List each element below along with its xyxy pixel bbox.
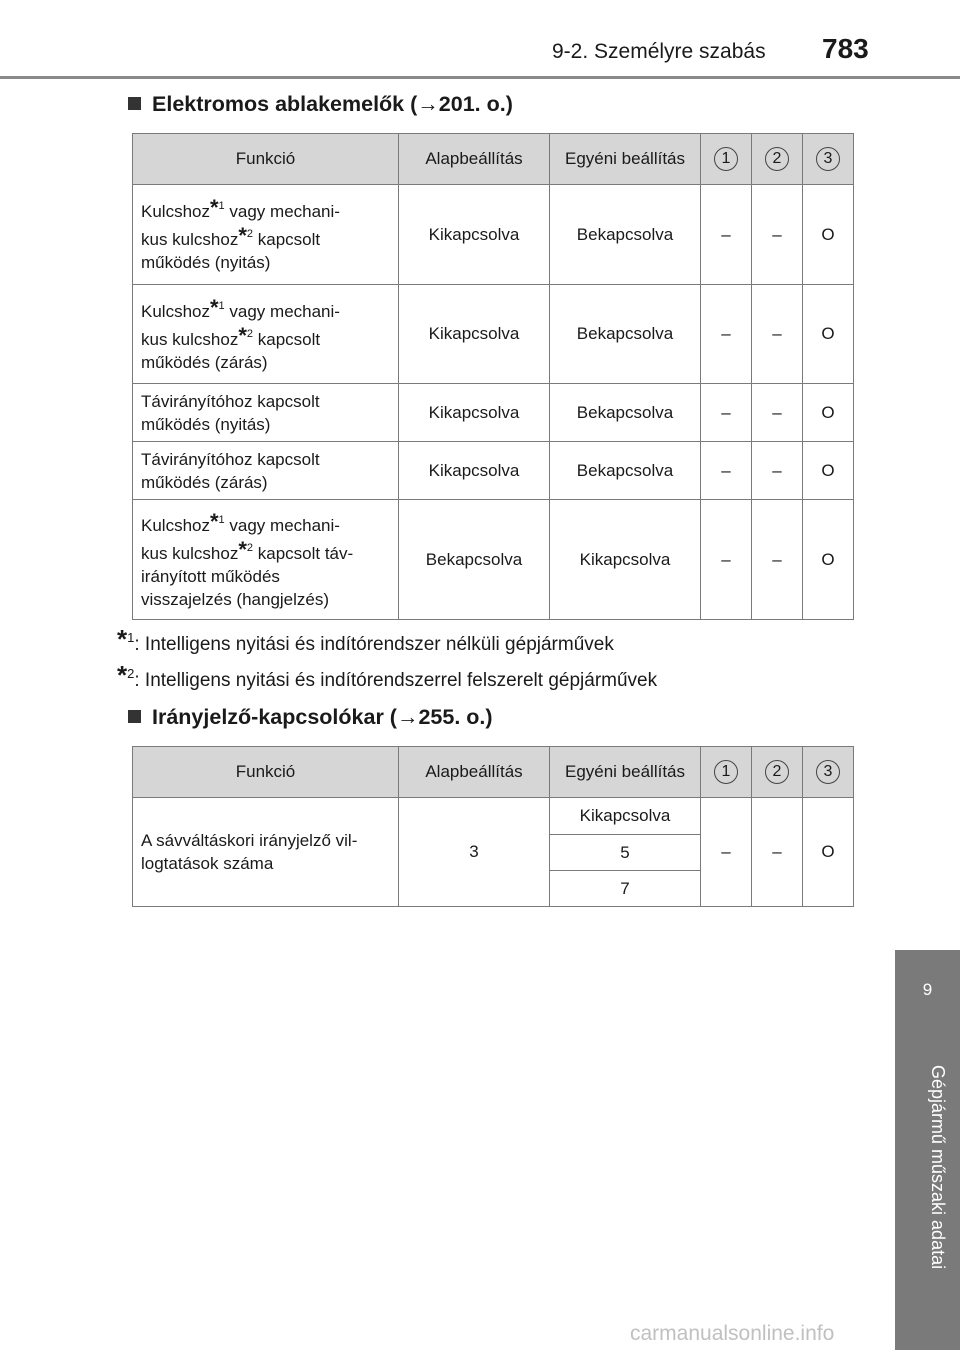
circled-1-icon: 1 bbox=[714, 760, 738, 784]
circled-3-icon: 3 bbox=[816, 760, 840, 784]
circled-2-icon: 2 bbox=[765, 147, 789, 171]
col-header-3 bbox=[803, 747, 854, 798]
setting-1-cell: – bbox=[701, 285, 752, 384]
arrow-right-icon: → bbox=[396, 705, 419, 729]
setting-3-cell: O bbox=[803, 384, 854, 442]
custom-cell: Bekapcsolva bbox=[550, 285, 701, 384]
col-header-2 bbox=[752, 747, 803, 798]
chapter-number: 9 bbox=[922, 980, 933, 999]
setting-1-cell: – bbox=[701, 185, 752, 285]
custom-cell: Bekapcsolva bbox=[550, 185, 701, 285]
default-cell: 3 bbox=[399, 798, 550, 907]
col-header-default: Alapbeállítás bbox=[399, 134, 550, 185]
setting-1-cell: – bbox=[701, 384, 752, 442]
footnote-1: *$^1$: Intelligens nyitási és indítórendszer nélküli gépjárművek bbox=[117, 624, 614, 655]
col-header-1 bbox=[701, 134, 752, 185]
table-header-row bbox=[133, 747, 854, 798]
col-header-custom: Egyéni beállítás bbox=[550, 134, 701, 185]
table-row bbox=[133, 798, 854, 835]
header-divider bbox=[0, 76, 960, 79]
function-cell: Távirányítóhoz kapcsolt működés (zárás) bbox=[133, 442, 399, 500]
custom-cell: Kikapcsolva bbox=[550, 500, 701, 620]
function-cell: A sávváltáskori irányjelző vil- logtatások száma bbox=[133, 798, 399, 907]
table-header-row bbox=[133, 134, 854, 185]
arrow-right-icon: → bbox=[417, 92, 439, 116]
page-number: 783 bbox=[822, 33, 869, 64]
setting-3-cell: O bbox=[803, 798, 854, 907]
table-row bbox=[133, 500, 854, 620]
setting-2-cell: – bbox=[752, 442, 803, 500]
col-header-2 bbox=[752, 134, 803, 185]
default-cell: Kikapcsolva bbox=[399, 442, 550, 500]
option-cell: 5 bbox=[550, 835, 701, 871]
function-cell: Kulcshoz*$^1$ vagy mechani- kus kulcshoz*$^2$ kapcsolt működés (nyitás) bbox=[133, 185, 399, 285]
section-title: 9-2. Személyre szabás bbox=[552, 40, 766, 63]
setting-3-cell: O bbox=[803, 185, 854, 285]
heading-turn-signal-lever: Irányjelző-kapcsolókar (→255. o.) bbox=[128, 705, 493, 730]
table-row bbox=[133, 285, 854, 384]
option-cell: 7 bbox=[550, 871, 701, 907]
table-row bbox=[133, 384, 854, 442]
setting-2-cell: – bbox=[752, 185, 803, 285]
col-header-custom: Egyéni beállítás bbox=[550, 747, 701, 798]
setting-2-cell: – bbox=[752, 798, 803, 907]
function-cell: Távirányítóhoz kapcsolt működés (nyitás) bbox=[133, 384, 399, 442]
page-reference-link[interactable]: 201. o.) bbox=[438, 92, 513, 116]
chapter-side-tab bbox=[895, 950, 960, 1350]
circled-2-icon: 2 bbox=[765, 760, 789, 784]
page-header bbox=[0, 0, 960, 80]
heading-power-windows: Elektromos ablakemelők (→201. o.) bbox=[128, 92, 513, 117]
chapter-label: Gépjármű műszaki adatai bbox=[928, 1065, 948, 1270]
watermark: carmanualsonline.info bbox=[630, 1322, 835, 1345]
table-row bbox=[133, 185, 854, 285]
option-cell: Kikapcsolva bbox=[550, 798, 701, 835]
col-header-function: Funkció bbox=[133, 747, 399, 798]
col-header-default: Alapbeállítás bbox=[399, 747, 550, 798]
default-cell: Bekapcsolva bbox=[399, 500, 550, 620]
setting-3-cell: O bbox=[803, 442, 854, 500]
setting-2-cell: – bbox=[752, 384, 803, 442]
circled-3-icon: 3 bbox=[816, 147, 840, 171]
page-reference-link[interactable]: 255. o.) bbox=[418, 705, 493, 729]
setting-1-cell: – bbox=[701, 442, 752, 500]
circled-1-icon: 1 bbox=[714, 147, 738, 171]
power-windows-table bbox=[132, 133, 854, 620]
col-header-1 bbox=[701, 747, 752, 798]
setting-3-cell: O bbox=[803, 285, 854, 384]
footnote-2: *$^2$: Intelligens nyitási és indítórendszerrel felszerelt gépjárművek bbox=[117, 660, 658, 691]
setting-1-cell: – bbox=[701, 500, 752, 620]
setting-2-cell: – bbox=[752, 285, 803, 384]
function-cell: Kulcshoz*$^1$ vagy mechani- kus kulcshoz*$^2$ kapcsolt működés (zárás) bbox=[133, 285, 399, 384]
col-header-3 bbox=[803, 134, 854, 185]
col-header-function: Funkció bbox=[133, 134, 399, 185]
custom-cell: Bekapcsolva bbox=[550, 442, 701, 500]
default-cell: Kikapcsolva bbox=[399, 285, 550, 384]
default-cell: Kikapcsolva bbox=[399, 185, 550, 285]
turn-signal-table bbox=[132, 746, 854, 907]
custom-cell: Bekapcsolva bbox=[550, 384, 701, 442]
default-cell: Kikapcsolva bbox=[399, 384, 550, 442]
table-row bbox=[133, 442, 854, 500]
setting-1-cell: – bbox=[701, 798, 752, 907]
setting-3-cell: O bbox=[803, 500, 854, 620]
setting-2-cell: – bbox=[752, 500, 803, 620]
square-bullet-icon bbox=[128, 710, 141, 723]
function-cell: Kulcshoz*$^1$ vagy mechani- kus kulcshoz*$^2$ kapcsolt táv- irányított működés visszajelzés (hangjelzés) bbox=[133, 500, 399, 620]
square-bullet-icon bbox=[128, 97, 141, 110]
